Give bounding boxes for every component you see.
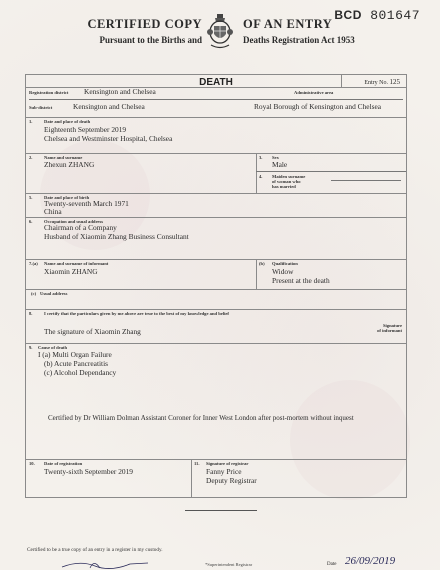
informant-presence: Present at the death: [272, 276, 330, 285]
registration-district-label: Registration district: [29, 90, 69, 95]
serial-number: BCD 801647: [334, 8, 420, 23]
field-name-sex-maiden: 2. Name and surname Zhexun ZHANG 3. Sex Male 4. Maiden surname of woman who has married: [26, 153, 406, 194]
form-title: DEATH: [199, 77, 233, 88]
header-right-title: OF AN ENTRY: [243, 17, 333, 31]
royal-coat-of-arms-icon: [205, 12, 235, 52]
footer-divider: [185, 510, 257, 511]
header-left-subtitle: Pursuant to the Births and: [99, 35, 202, 45]
death-entry-form: [25, 74, 407, 498]
header-left-title: CERTIFIED COPY: [87, 17, 202, 31]
cause-a: I (a) Multi Organ Failure: [38, 350, 112, 359]
sub-district-label: Sub-district: [29, 105, 53, 110]
administrative-area-value: Royal Borough of Kensington and Chelsea: [254, 102, 382, 111]
header-right: [243, 17, 373, 45]
administrative-area-label: Administrative area: [294, 90, 334, 95]
handwritten-signature-icon: [60, 558, 150, 570]
informant-signature: The signature of Xiaomin Zhang: [44, 327, 141, 336]
footer-registrar-text: *Superintendent Registrar: [205, 562, 253, 567]
deceased-name: Zhexun ZHANG: [44, 160, 95, 169]
footer-date-label: Date: [327, 562, 337, 567]
footer-date-value: 26/09/2019: [345, 555, 396, 567]
header-left: [82, 17, 202, 45]
footer-certified-text: Certified to be a true copy of an entry in a register in my custody.: [27, 547, 163, 553]
place-of-death: Chelsea and Westminster Hospital, Chelsea: [44, 134, 173, 143]
district-row: [26, 87, 406, 118]
entry-number: Entry No. 125: [364, 78, 400, 86]
field-date-place-of-birth: 5. Date and place of birth Twenty-seventh March 1971 China: [26, 193, 406, 218]
certified-by: Certified by Dr William Dolman Assistant Coroner for Inner West London after post-mortem without inquest: [48, 414, 354, 422]
date-of-birth: Twenty-seventh March 1971: [44, 199, 129, 208]
field-informant: 7.(a) Name and surname of informant Xiaomin ZHANG (b) Qualification Widow Present at the death: [26, 259, 406, 290]
cause-b: (b) Acute Pancreatitis: [44, 359, 109, 368]
field-certification: 8. I certify that the particulars given by me above are true to the best of my knowledge and belief The signature of Xiaomin Zhang Signature of informant: [26, 309, 406, 344]
field-registration: 10. Date of registration Twenty-sixth September 2019 11. Signature of registrar Fanny Price Deputy Registrar: [26, 459, 406, 497]
sub-district-value: Kensington and Chelsea: [73, 102, 145, 111]
informant-qualification: Widow: [272, 267, 294, 276]
registration-district-value: Kensington and Chelsea: [84, 87, 156, 96]
deceased-sex: Male: [272, 160, 288, 169]
field-usual-address: (c) Usual address: [26, 289, 406, 310]
registrar-title: Deputy Registrar: [206, 476, 257, 485]
registrar-name: Fanny Price: [206, 467, 242, 476]
place-of-birth: China: [44, 207, 62, 216]
occupation: Chairman of a Company: [44, 223, 117, 232]
occupation-detail: Husband of Xiaomin Zhang Business Consultant: [44, 232, 189, 241]
header-right-subtitle: Deaths Registration Act 1953: [243, 35, 355, 45]
date-of-death: Eighteenth September 2019: [44, 125, 127, 134]
cause-c: (c) Alcohol Dependancy: [44, 368, 117, 377]
field-cause-of-death: 9. Cause of death I (a) Multi Organ Failure (b) Acute Pancreatitis (c) Alcohol Dependancy Certified by Dr William Dolman Assistant Coroner for Inner West London after post-mortem without inquest: [26, 343, 406, 460]
field-occupation: 6. Occupation and usual address Chairman of a Company Husband of Xiaomin Zhang Business Consultant: [26, 217, 406, 260]
informant-name: Xiaomin ZHANG: [44, 267, 98, 276]
registration-date: Twenty-sixth September 2019: [44, 467, 133, 476]
field-date-place-of-death: 1. Date and place of death Eighteenth September 2019 Chelsea and Westminster Hospital, Chelsea: [26, 117, 406, 154]
